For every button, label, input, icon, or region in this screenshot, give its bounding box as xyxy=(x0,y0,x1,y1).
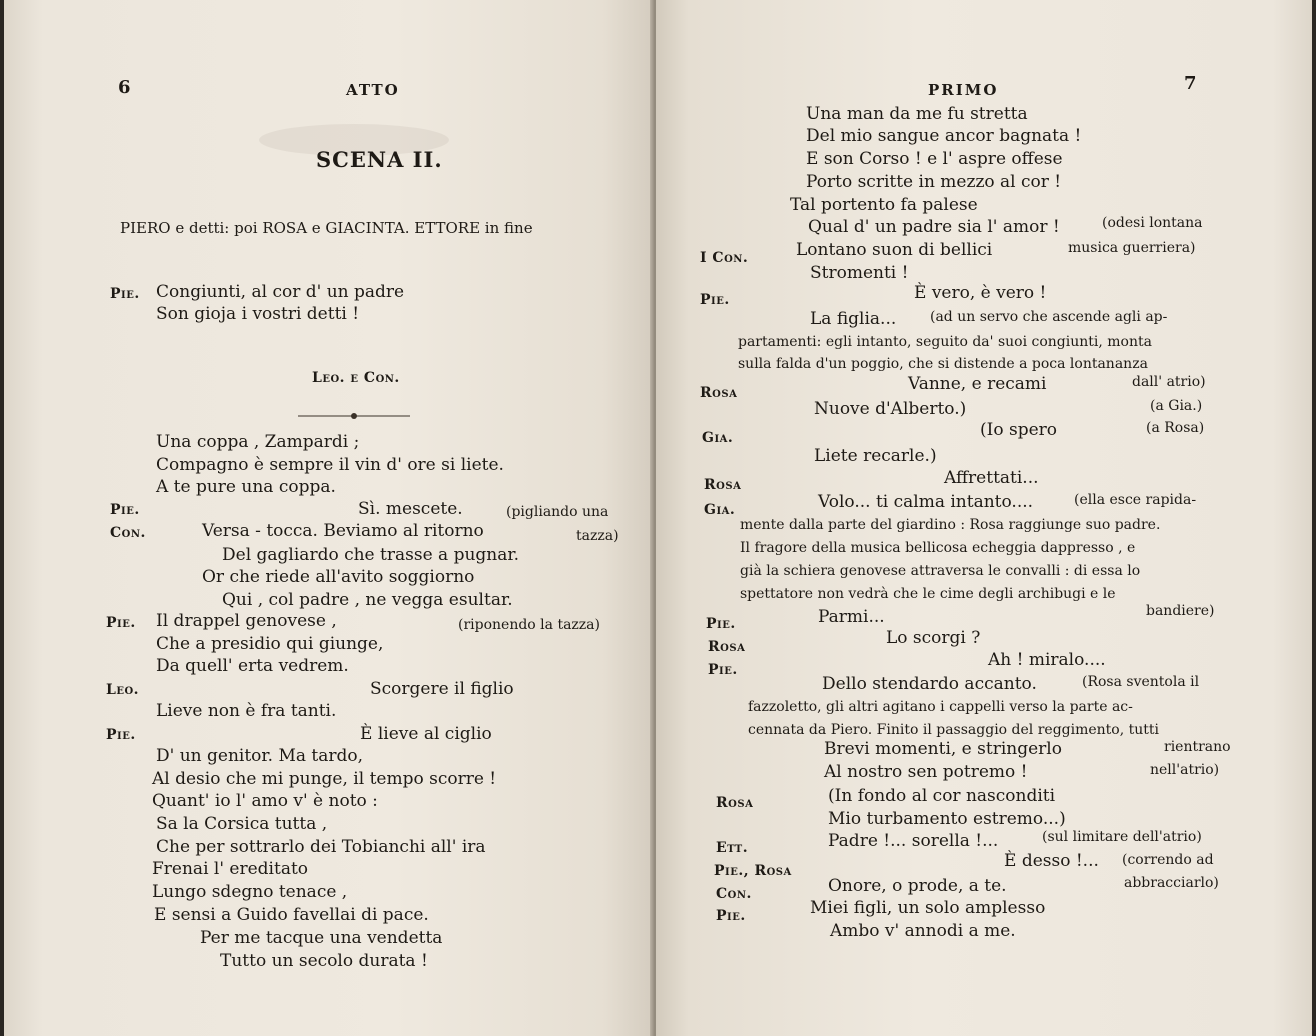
speaker-label: Gia. xyxy=(704,502,736,518)
verse-line: Liete recarle.) xyxy=(814,446,937,466)
verse-line: Scorgere il figlio xyxy=(370,679,514,699)
verse-line: Una coppa , Zampardi ; xyxy=(156,432,360,452)
speaker-label: Pie. xyxy=(706,616,736,632)
verse-line: Porto scritte in mezzo al cor ! xyxy=(806,172,1062,192)
page-number: 6 xyxy=(118,77,131,98)
speaker-label: Rosa xyxy=(700,385,738,401)
verse-line: Miei figli, un solo amplesso xyxy=(810,898,1046,918)
stage-direction: (ella esce rapida- xyxy=(1074,492,1197,508)
verse-line: Affrettati... xyxy=(944,468,1039,488)
stage-direction: bandiere) xyxy=(1146,603,1215,619)
verse-line: Padre !... sorella !... xyxy=(828,831,999,851)
speaker-label: Pie. xyxy=(110,502,140,518)
stage-direction: cennata da Piero. Finito il passaggio del reggimento, tutti xyxy=(748,722,1160,738)
verse-line: A te pure una coppa. xyxy=(156,477,336,497)
verse-line: Nuove d'Alberto.) xyxy=(814,399,967,419)
verse-line: Qui , col padre , ne vegga esultar. xyxy=(222,590,513,610)
stage-direction: (pigliando una xyxy=(506,504,609,520)
verse-line: Congiunti, al cor d' un padre xyxy=(156,282,405,302)
verse-line: (In fondo al cor nasconditi xyxy=(828,786,1056,806)
stage-direction: musica guerriera) xyxy=(1068,240,1196,256)
verse-line: Ambo v' annodi a me. xyxy=(830,921,1016,941)
verse-line: Or che riede all'avito soggiorno xyxy=(202,567,475,587)
verse-line: Lungo sdegno tenace , xyxy=(152,882,348,902)
speaker-label: Pie. xyxy=(716,908,746,924)
stage-direction: tazza) xyxy=(576,528,619,544)
divider-ornament xyxy=(294,410,414,422)
verse-line: Ah ! miralo.... xyxy=(988,650,1106,670)
speaker-label: Pie. xyxy=(708,662,738,678)
verse-line: Volo... ti calma intanto.... xyxy=(818,492,1034,512)
verse-line: Lieve non è fra tanti. xyxy=(156,701,337,721)
speaker-label: Rosa xyxy=(704,477,742,493)
verse-line: Lontano suon di bellici xyxy=(796,240,993,260)
verse-line: È desso !... xyxy=(1004,851,1099,871)
speaker-label: Gia. xyxy=(702,430,734,446)
stage-direction: (ad un servo che ascende agli ap- xyxy=(930,309,1168,325)
verse-line: Il drappel genovese , xyxy=(156,611,337,631)
cast-line: PIERO e detti: poi ROSA e GIACINTA. ETTORE in fine xyxy=(120,219,533,237)
stage-direction: sulla falda d'un poggio, che si distende a poca lontananza xyxy=(738,356,1148,372)
verse-line: Una man da me fu stretta xyxy=(806,104,1028,124)
verse-line: Dello stendardo accanto. xyxy=(822,674,1037,694)
verse-line: Tutto un secolo durata ! xyxy=(220,951,428,971)
verse-line: Sa la Corsica tutta , xyxy=(156,814,328,834)
verse-line: D' un genitor. Ma tardo, xyxy=(156,746,364,766)
verse-line: Per me tacque una vendetta xyxy=(200,928,443,948)
verse-line: Al nostro sen potremo ! xyxy=(824,762,1028,782)
stage-direction: (a Gia.) xyxy=(1150,398,1203,414)
stage-direction: rientrano xyxy=(1164,739,1231,755)
stage-direction: partamenti: egli intanto, seguito da' suoi congiunti, monta xyxy=(738,334,1152,350)
speaker-label: I Con. xyxy=(700,250,749,266)
speaker-label: Pie., Rosa xyxy=(714,863,792,879)
stage-direction: (odesi lontana xyxy=(1102,215,1203,231)
verse-line: E sensi a Guido favellai di pace. xyxy=(154,905,429,925)
stage-direction: già la schiera genovese attraversa le convalli : di essa lo xyxy=(740,563,1141,579)
verse-line: (Io spero xyxy=(980,420,1058,440)
speaker-label: Rosa xyxy=(708,639,746,655)
stage-direction: dall' atrio) xyxy=(1132,374,1206,390)
stage-direction: (Rosa sventola il xyxy=(1082,674,1200,690)
verse-line: Brevi momenti, e stringerlo xyxy=(824,739,1062,759)
verse-line: E son Corso ! e l' aspre offese xyxy=(806,149,1063,169)
speaker-label: Pie. xyxy=(106,615,136,631)
stage-direction: (riponendo la tazza) xyxy=(458,617,600,633)
verse-line: Versa - tocca. Beviamo al ritorno xyxy=(202,521,484,541)
verse-line: Al desio che mi punge, il tempo scorre ! xyxy=(152,769,497,789)
left-page xyxy=(4,0,654,1036)
verse-line: Lo scorgi ? xyxy=(886,628,981,648)
verse-line: Compagno è sempre il vin d' ore si liete. xyxy=(156,455,504,475)
verse-line: Quant' io l' amo v' è noto : xyxy=(152,791,378,811)
stage-direction: nell'atrio) xyxy=(1150,762,1220,778)
verse-line: Vanne, e recami xyxy=(908,374,1047,394)
speaker-label: Pie. xyxy=(110,286,140,302)
verse-line: Stromenti ! xyxy=(810,263,909,283)
verse-line: Frenai l' ereditato xyxy=(152,859,309,879)
verse-line: Del gagliardo che trasse a pugnar. xyxy=(222,545,520,565)
page-number: 7 xyxy=(1184,73,1197,94)
speaker-label: Con. xyxy=(110,525,146,541)
stage-direction: Il fragore della musica bellicosa echeggia dappresso , e xyxy=(740,540,1136,556)
verse-line: Tal portento fa palese xyxy=(790,195,978,215)
stage-direction: mente dalla parte del giardino : Rosa raggiunge suo padre. xyxy=(740,517,1161,533)
verse-line: Che a presidio qui giunge, xyxy=(156,634,384,654)
subheading: Leo. e Con. xyxy=(312,370,400,386)
speaker-label: Pie. xyxy=(700,292,730,308)
verse-line: Parmi... xyxy=(818,607,885,627)
stage-direction: (a Rosa) xyxy=(1146,420,1205,436)
verse-line: Che per sottrarlo dei Tobianchi all' ira xyxy=(156,837,486,857)
stage-direction: (sul limitare dell'atrio) xyxy=(1042,829,1202,845)
verse-line: Mio turbamento estremo...) xyxy=(828,809,1066,829)
verse-line: Qual d' un padre sia l' amor ! xyxy=(808,217,1060,237)
verse-line: Onore, o prode, a te. xyxy=(828,876,1007,896)
verse-line: Del mio sangue ancor bagnata ! xyxy=(806,126,1082,146)
running-head: ATTO xyxy=(346,81,400,99)
right-page xyxy=(656,0,1312,1036)
verse-line: È vero, è vero ! xyxy=(914,283,1047,303)
stage-direction: (correndo ad xyxy=(1122,852,1214,868)
stage-direction: fazzoletto, gli altri agitano i cappelli verso la parte ac- xyxy=(748,699,1133,715)
speaker-label: Pie. xyxy=(106,727,136,743)
scene-title: SCENA II. xyxy=(316,147,443,172)
verse-line: Son gioja i vostri detti ! xyxy=(156,304,360,324)
stage-direction: abbracciarlo) xyxy=(1124,875,1219,891)
speaker-label: Con. xyxy=(716,886,752,902)
verse-line: È lieve al ciglio xyxy=(360,724,492,744)
verse-line: La figlia... xyxy=(810,309,897,329)
speaker-label: Ett. xyxy=(716,840,749,856)
speaker-label: Leo. xyxy=(106,682,140,698)
verse-line: Sì. mescete. xyxy=(358,499,463,519)
running-head: PRIMO xyxy=(928,81,999,99)
stage-direction: spettatore non vedrà che le cime degli archibugi e le xyxy=(740,586,1116,602)
speaker-label: Rosa xyxy=(716,795,754,811)
verse-line: Da quell' erta vedrem. xyxy=(156,656,349,676)
